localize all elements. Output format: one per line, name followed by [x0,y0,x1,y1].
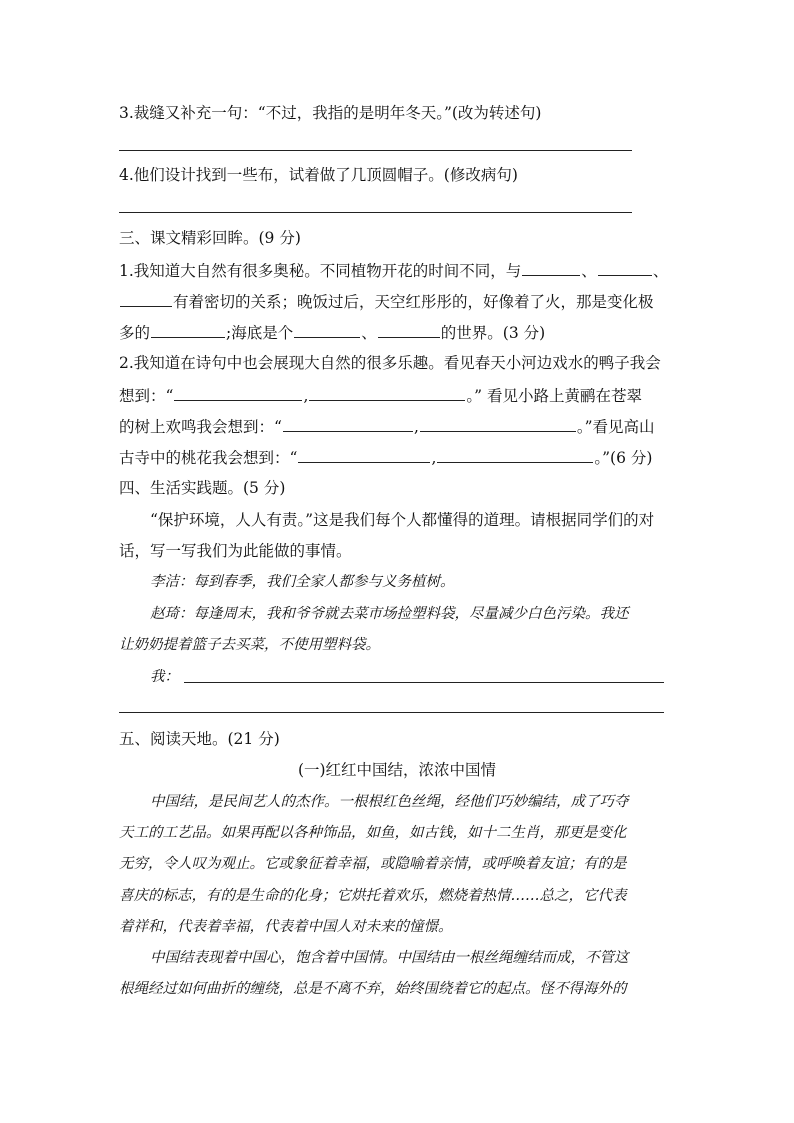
comma: , [413,418,419,436]
reading-title: (一)红红中国结，浓浓中国情 [297,761,497,779]
section-5-heading: 五、阅读天地。(21 分) [119,730,280,748]
s3-q2-line4 [119,447,652,468]
s3-q2-text: 。”看见高山 [576,418,655,436]
s3-q2-text: 。”(6 分) [594,449,653,467]
blank-s3q2-2[interactable] [309,385,465,401]
blank-s3q2-4[interactable] [420,416,576,432]
s3-q1-text: ;海底是个 [226,324,294,342]
answer-line-q4[interactable] [119,212,632,213]
comma: , [303,387,309,405]
reading-line2: 天工的工艺品。如果再配以各种饰品，如鱼，如古钱，如十二生肖，那更是变化 [119,825,627,841]
separator: 、 [581,262,597,280]
dialogue-zhaoqi-line1: 赵琦：每逢周末，我和爷爷就去菜市场捡塑料袋，尽量减少白色污染。我还 [150,606,629,622]
s3-q1-text: 多的 [119,324,151,342]
section-3-heading: 三、课文精彩回眸。(9 分) [119,229,301,247]
blank-s3q1-2[interactable] [598,260,652,276]
s4-paragraph-line1: “保护环境，人人有责。”这是我们每个人都懂得的道理。请根据同学们的对 [150,511,655,529]
reading-line6: 中国结表现着中国心，饱含着中国情。中国结由一根丝绳缠结而成，不管这 [150,950,629,966]
blank-s3q1-5[interactable] [294,322,360,338]
reading-line4: 喜庆的标志，有的是生命的化身；它烘托着欢乐，燃烧着热情……总之，它代表 [119,888,627,904]
s3-q2-text: 古寺中的桃花我会想到：“ [119,449,298,467]
blank-s3q1-6[interactable] [378,322,440,338]
blank-s3q2-1[interactable] [174,385,302,401]
answer-line-me-1[interactable] [184,682,664,683]
s3-q1-text: 的世界。(3 分) [440,324,546,342]
s3-q1-line2 [119,291,654,312]
answer-line-q3[interactable] [119,150,632,151]
s3-q2-line2 [119,385,642,406]
s3-q2-text: 的树上欢鸣我会想到：“ [119,418,282,436]
s3-q1-text: 有着密切的关系；晚饭过后，天空红彤彤的，好像着了火，那是变化极 [173,293,654,311]
my-answer-label: 我： [150,669,179,685]
s3-q1-line1 [119,260,668,281]
blank-s3q2-5[interactable] [298,447,430,463]
question-3: 3.裁缝又补充一句：“不过，我指的是明年冬天。”(改为转述句) [119,104,542,122]
s3-q2-line3 [119,416,655,437]
section-4-heading: 四、生活实践题。(5 分) [119,479,286,497]
s3-q1-text: 1.我知道大自然有很多奥秘。不同植物开花的时间不同，与 [119,262,522,280]
reading-line1: 中国结，是民间艺人的杰作。一根根红色丝绳，经他们巧妙编结，成了巧夺 [150,794,629,810]
s4-paragraph-line2: 话，写一写我们为此能做的事情。 [119,542,352,560]
blank-s3q2-6[interactable] [437,447,593,463]
blank-s3q1-4[interactable] [151,322,225,338]
s3-q1-text: 、 [361,324,377,342]
dialogue-zhaoqi-line2: 让奶奶提着篮子去买菜，不使用塑料袋。 [119,637,380,653]
blank-s3q1-1[interactable] [522,260,580,276]
question-4: 4.他们设计找到一些布，试着做了几顶圆帽子。(修改病句) [119,166,518,184]
comma: , [431,449,437,467]
s3-q2-text: 想到：“ [119,387,174,405]
separator: 、 [652,262,669,280]
blank-s3q1-3[interactable] [120,291,172,307]
reading-line5: 着祥和，代表着幸福，代表着中国人对未来的憧憬。 [119,919,453,935]
blank-s3q2-3[interactable] [283,416,413,432]
reading-line3: 无穷，令人叹为观止。它或象征着幸福，或隐喻着亲情，或呼唤着友谊；有的是 [119,856,627,872]
answer-line-me-2[interactable] [119,712,664,713]
reading-line7: 根绳经过如何曲折的缠绕，总是不离不弃，始终围绕着它的起点。怪不得海外的 [119,981,627,997]
s3-q2-line1: 2.我知道在诗句中也会展现大自然的很多乐趣。看见春天小河边戏水的鸭子我会 [119,354,661,372]
s3-q1-line3 [119,322,545,343]
s3-q2-text: 。” 看见小路上黄鹂在苍翠 [466,387,642,405]
dialogue-lijie: 李洁：每到春季，我们全家人都参与义务植树。 [150,574,455,590]
